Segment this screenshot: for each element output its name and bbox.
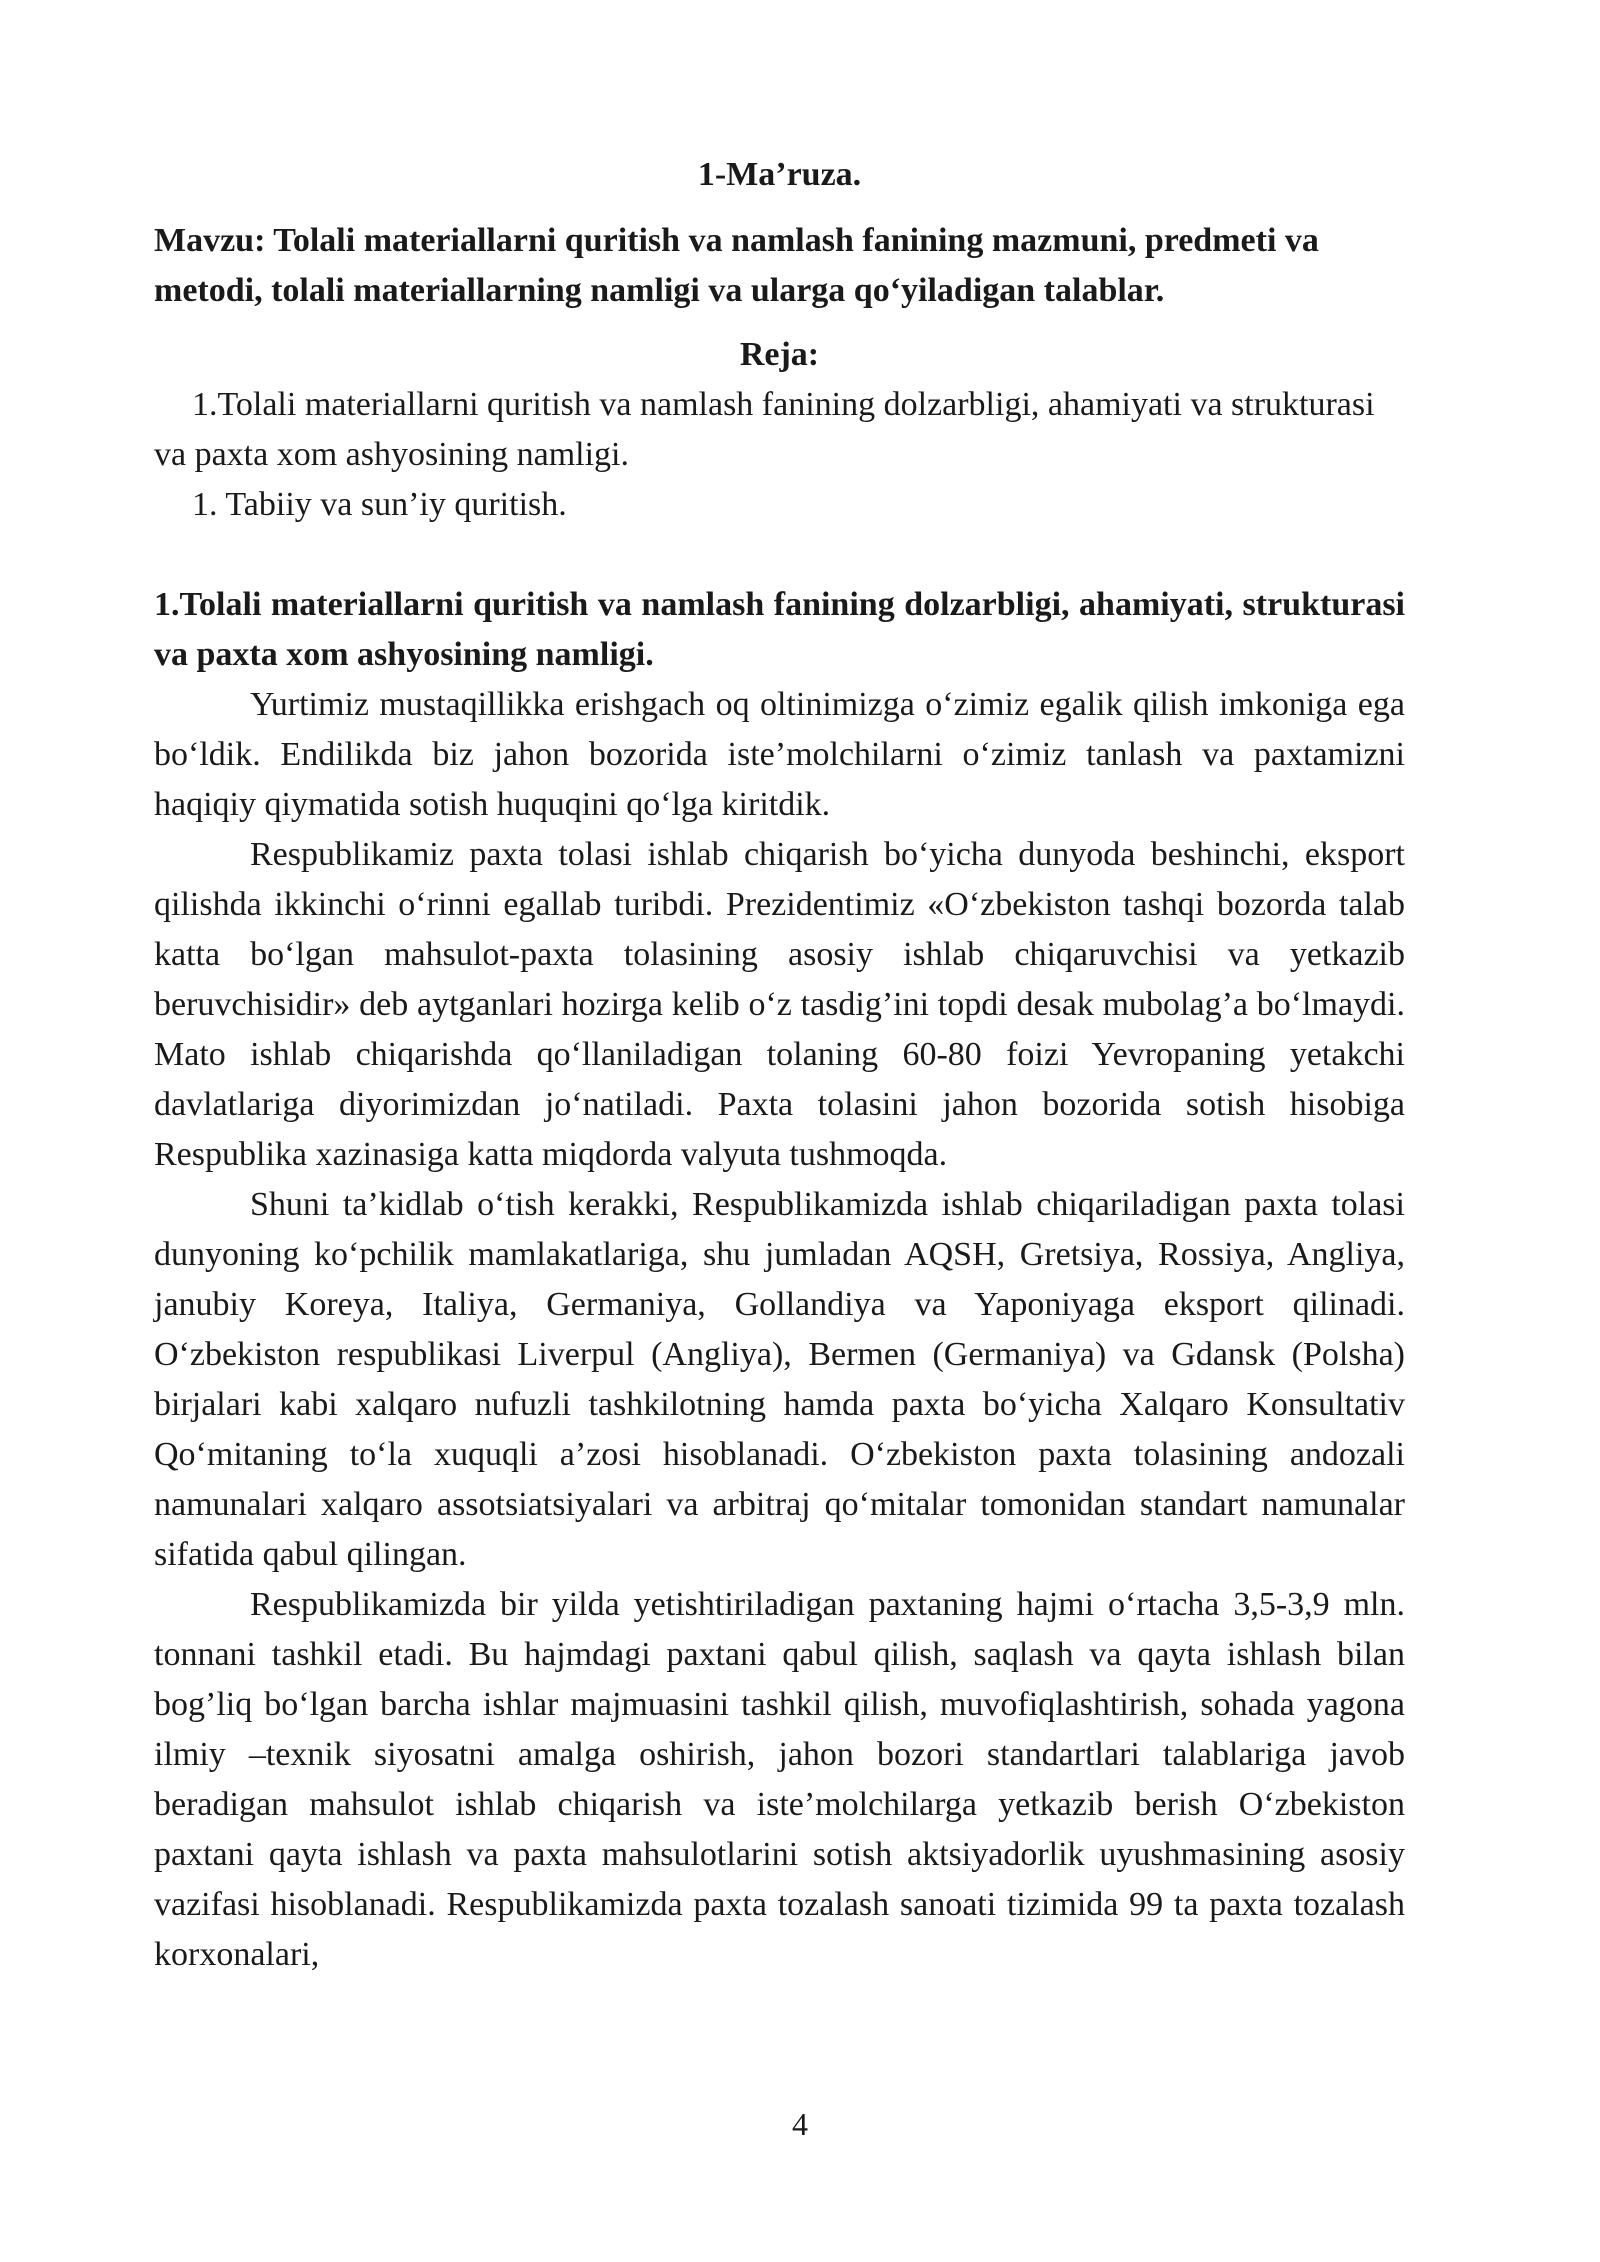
plan-item-1: 1.Tolali materiallarni quritish va namlash fanining dolzarbligi, ahamiyati va strukturasi va paxta xom ashyosining namligi. (154, 386, 1375, 473)
topic-heading: Mavzu: Tolali materiallarni quritish va namlash fanining mazmuni, predmeti va metodi, tolali materiallarning namligi va ularga qo‘yiladigan talablar. (154, 222, 1319, 309)
document-page (154, 150, 1405, 1980)
lecture-title: 1-Ma’ruza. (697, 156, 862, 193)
plan-item-2: 1. Tabiiy va sun’iy quritish. (192, 486, 567, 523)
plan-heading: Reja: (739, 336, 820, 373)
section-heading: 1.Tolali materiallarni quritish va namlash fanining dolzarbligi, ahamiyati, strukturasi va paxta xom ashyosining namligi. (154, 586, 1405, 673)
paragraph-4: Respublikamizda bir yilda yetishtiriladigan paxtaning hajmi o‘rtacha 3,5-3,9 mln. tonnani tashkil etadi. Bu hajmdagi paxtani qabul qilish, saqlash va qayta ishlash bilan bog’liq bo‘lgan barcha ishlar majmuasini tashkil qilish, muvofiqlashtirish, sohada yagona ilmiy –texnik siyosatni amalga oshirish, jahon bozori standartlari talablariga javob beradigan mahsulot ishlab chiqarish va iste’molchilarga yetkazib berish O‘zbekiston paxtani qayta ishlash va paxta mahsulotlarini sotish aktsiyadorlik uyushmasining asosiy vazifasi hisoblanadi. Respublikamizda paxta tozalash sanoati tizimida 99 ta paxta tozalash korxonalari, (154, 1586, 1405, 1973)
page-number: 4 (792, 2106, 808, 2142)
paragraph-1: Yurtimiz mustaqillikka erishgach oq oltinimizga o‘zimiz egalik qilish imkoniga ega bo‘ldik. Endilikda biz jahon bozorida iste’molchilarni o‘zimiz tanlash va paxtamizni haqiqiy qiymatida sotish huquqini qo‘lga kiritdik. (154, 686, 1405, 823)
paragraph-2: Respublikamiz paxta tolasi ishlab chiqarish bo‘yicha dunyoda beshinchi, eksport qilishda ikkinchi o‘rinni egallab turibdi. Prezidentimiz «O‘zbekiston tashqi bozorda talab katta bo‘lgan mahsulot-paxta tolasining asosiy ishlab chiqaruvchisi va yetkazib beruvchisidir» deb aytganlari hozirga kelib o‘z tasdig’ini topdi desak mubolag’a bo‘lmaydi. Mato ishlab chiqarishda qo‘llaniladigan tolaning 60-80 foizi Yevropaning yetakchi davlatlariga diyorimizdan jo‘natiladi. Paxta tolasini jahon bozorida sotish hisobiga Respublika xazinasiga katta miqdorda valyuta tushmoqda. (154, 836, 1405, 1173)
paragraph-3: Shuni ta’kidlab o‘tish kerakki, Respublikamizda ishlab chiqariladigan paxta tolasi dunyoning ko‘pchilik mamlakatlariga, shu jumladan AQSH, Gretsiya, Rossiya, Angliya, janubiy Koreya, Italiya, Germaniya, Gollandiya va Yaponiyaga eksport qilinadi. O‘zbekiston respublikasi Liverpul (Angliya), Bermen (Germaniya) va Gdansk (Polsha) birjalari kabi xalqaro nufuzli tashkilotning hamda paxta bo‘yicha Xalqaro Konsultativ Qo‘mitaning to‘la xuquqli a’zosi hisoblanadi. O‘zbekiston paxta tolasining andozali namunalari xalqaro assotsiatsiyalari va arbitraj qo‘mitalar tomonidan standart namunalar sifatida qabul qilingan. (154, 1186, 1405, 1573)
